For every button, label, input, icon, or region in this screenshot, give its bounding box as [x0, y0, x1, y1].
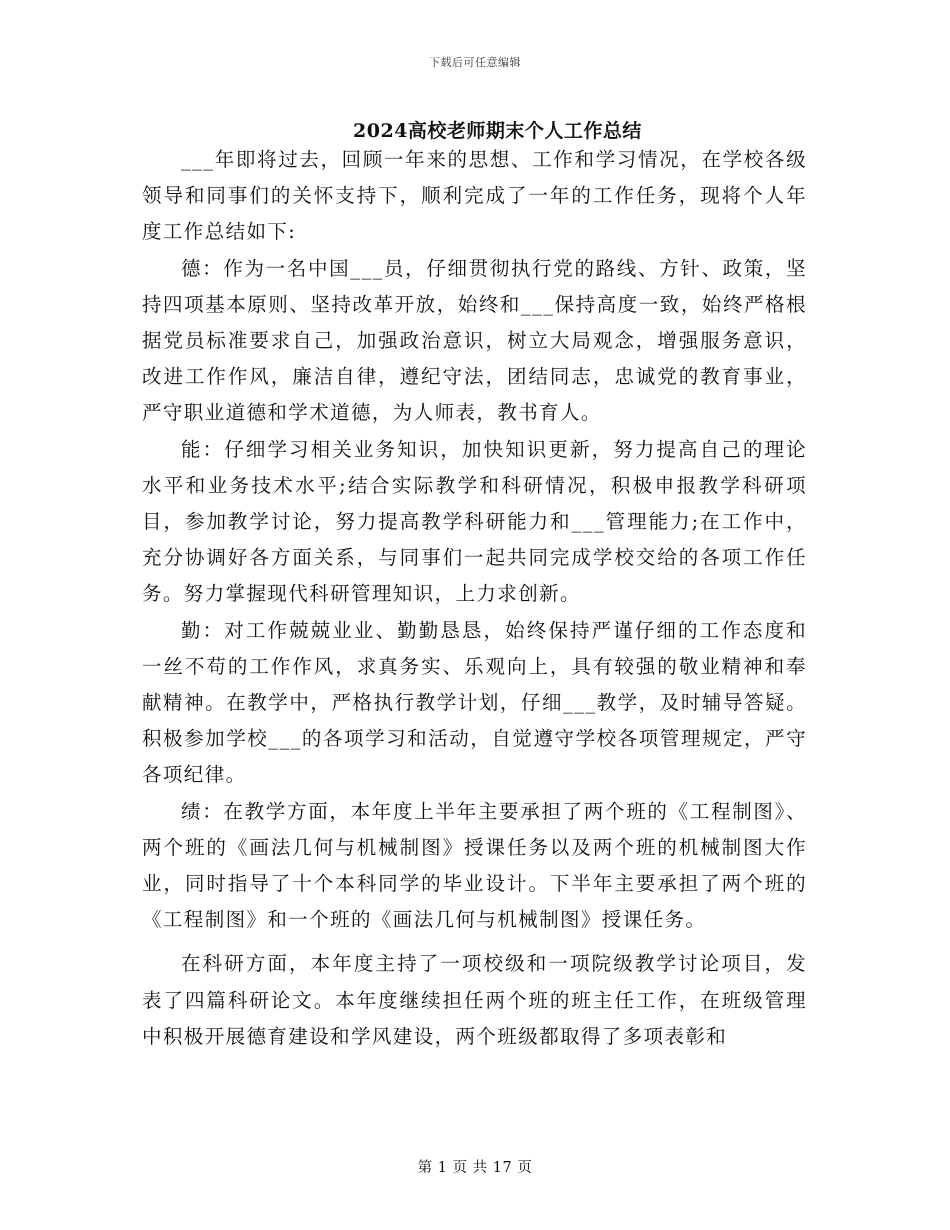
document-body	[142, 142, 807, 1055]
header-note: 下载后可任意编辑	[429, 56, 521, 69]
paragraph-neng: 能：仔细学习相关业务知识，加快知识更新，努力提高自己的理论水平和业务技术水平;结合实际教学和科研情况，积极申报教学科研项目，参加教学讨论，努力提高教学科研能力和___管理能力;在工作中，充分协调好各方面关系，与同事们一起共同完成学校交给的各项工作任务。努力掌握现代科研管理知识，上力求创新。	[142, 437, 807, 606]
paragraph-intro: ___年即将过去，回顾一年来的思想、工作和学习情况，在学校各级领导和同事们的关怀支持下，顺利完成了一年的工作任务，现将个人年度工作总结如下:	[142, 148, 807, 244]
page-footer: 第 1 页 共 17 页	[417, 1160, 533, 1176]
paragraph-qin: 勤：对工作兢兢业业、勤勤恳恳，始终保持严谨仔细的工作态度和一丝不苟的工作作风，求真务实、乐观向上，具有较强的敬业精神和奉献精神。在教学中，严格执行教学计划，仔细___教学，及时辅导答疑。积极参加学校___的各项学习和活动，自觉遵守学校各项管理规定，严守各项纪律。	[142, 618, 807, 787]
paragraph-de: 德：作为一名中国___员，仔细贯彻执行党的路线、方针、政策，坚持四项基本原则、坚持改革开放，始终和___保持高度一致，始终严格根据党员标准要求自己，加强政治意识，树立大局观念，增强服务意识，改进工作作风，廉洁自律，遵纪守法，团结同志，忠诚党的教育事业，严守职业道德和学术道德，为人师表，教书育人。	[142, 256, 807, 425]
document-title: 2024高校老师期末个人工作总结	[353, 120, 642, 142]
paragraph-research: 在科研方面，本年度主持了一项校级和一项院级教学讨论项目，发表了四篇科研论文。本年度继续担任两个班的班主任工作，在班级管理中积极开展德育建设和学风建设，两个班级都取得了多项表彰和	[142, 952, 807, 1048]
paragraph-ji: 绩：在教学方面，本年度上半年主要承担了两个班的《工程制图》、两个班的《画法几何与机械制图》授课任务以及两个班的机械制图大作业，同时指导了十个本科同学的毕业设计。下半年主要承担了两个班的《工程制图》和一个班的《画法几何与机械制图》授课任务。	[142, 799, 807, 932]
